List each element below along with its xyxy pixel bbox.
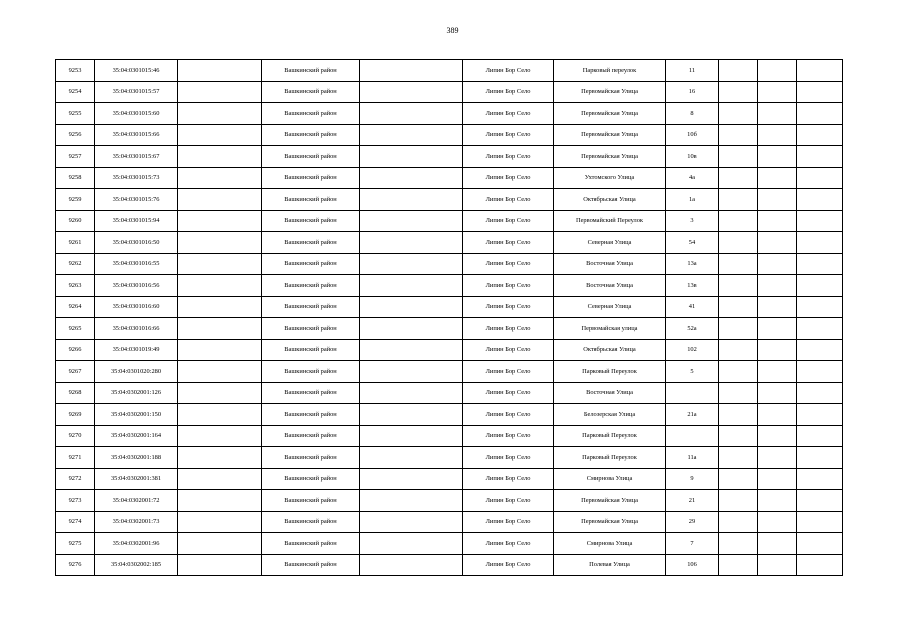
house-number-cell: 54 [666,232,719,254]
empty-cell [758,296,797,318]
street-cell: Белозерская Улица [554,404,666,426]
district-cell: Вашкинский район [262,296,360,318]
house-number-cell: 21а [666,404,719,426]
empty-cell [719,382,758,404]
empty-cell [797,60,843,82]
house-number-cell: 7 [666,533,719,555]
cadastral-number-cell: 35:04:0302001:150 [95,404,178,426]
table-row [56,490,843,512]
record-number-cell: 9260 [56,210,95,232]
empty-cell [360,103,463,125]
table-row [56,533,843,555]
empty-cell [360,232,463,254]
cadastral-number-cell: 35:04:0301016:56 [95,275,178,297]
empty-cell [797,339,843,361]
cadastral-number-cell: 35:04:0302001:164 [95,425,178,447]
street-cell: Первомайская Улица [554,490,666,512]
empty-cell [178,124,262,146]
cadastral-number-cell: 35:04:0301015:66 [95,124,178,146]
district-cell: Вашкинский район [262,124,360,146]
street-cell: Парковый Переулок [554,425,666,447]
locality-cell: Липин Бор Село [463,124,554,146]
table-row [56,275,843,297]
empty-cell [797,447,843,469]
empty-cell [360,318,463,340]
empty-cell [360,189,463,211]
record-number-cell: 9273 [56,490,95,512]
house-number-cell: 16 [666,81,719,103]
locality-cell: Липин Бор Село [463,210,554,232]
empty-cell [719,124,758,146]
cadastral-number-cell: 35:04:0301015:67 [95,146,178,168]
empty-cell [360,275,463,297]
table-row [56,103,843,125]
empty-cell [758,146,797,168]
cadastral-number-cell: 35:04:0301016:60 [95,296,178,318]
street-cell: Октябрьская Улица [554,339,666,361]
empty-cell [758,210,797,232]
locality-cell: Липин Бор Село [463,167,554,189]
empty-cell [797,146,843,168]
cadastral-number-cell: 35:04:0301015:57 [95,81,178,103]
record-number-cell: 9259 [56,189,95,211]
locality-cell: Липин Бор Село [463,275,554,297]
empty-cell [719,253,758,275]
empty-cell [360,210,463,232]
empty-cell [360,146,463,168]
empty-cell [797,533,843,555]
house-number-cell: 8 [666,103,719,125]
record-number-cell: 9264 [56,296,95,318]
empty-cell [178,189,262,211]
register-body [56,60,843,576]
table-row [56,318,843,340]
record-number-cell: 9254 [56,81,95,103]
house-number-cell: 52а [666,318,719,340]
empty-cell [758,124,797,146]
table-row [56,81,843,103]
cadastral-number-cell: 35:04:0302001:73 [95,511,178,533]
street-cell: Октябрьская Улица [554,189,666,211]
empty-cell [178,318,262,340]
empty-cell [719,189,758,211]
empty-cell [360,296,463,318]
locality-cell: Липин Бор Село [463,382,554,404]
record-number-cell: 9276 [56,554,95,576]
house-number-cell: 1а [666,189,719,211]
empty-cell [719,167,758,189]
cadastral-number-cell: 35:04:0302001:126 [95,382,178,404]
record-number-cell: 9272 [56,468,95,490]
locality-cell: Липин Бор Село [463,447,554,469]
cadastral-number-cell: 35:04:0301016:50 [95,232,178,254]
locality-cell: Липин Бор Село [463,339,554,361]
street-cell: Парковый переулок [554,60,666,82]
table-row [56,511,843,533]
street-cell: Первомайский Переулок [554,210,666,232]
table-row [56,253,843,275]
empty-cell [360,60,463,82]
empty-cell [797,167,843,189]
house-number-cell: 4а [666,167,719,189]
empty-cell [758,554,797,576]
table-row [56,425,843,447]
district-cell: Вашкинский район [262,275,360,297]
district-cell: Вашкинский район [262,167,360,189]
empty-cell [360,554,463,576]
empty-cell [178,425,262,447]
empty-cell [360,339,463,361]
house-number-cell: 13а [666,253,719,275]
empty-cell [797,490,843,512]
empty-cell [360,81,463,103]
empty-cell [178,296,262,318]
empty-cell [797,511,843,533]
district-cell: Вашкинский район [262,554,360,576]
street-cell: Парковый Переулок [554,361,666,383]
house-number-cell: 3 [666,210,719,232]
record-number-cell: 9253 [56,60,95,82]
empty-cell [178,103,262,125]
district-cell: Вашкинский район [262,490,360,512]
table-row [56,232,843,254]
empty-cell [719,447,758,469]
empty-cell [719,554,758,576]
house-number-cell: 29 [666,511,719,533]
empty-cell [178,146,262,168]
empty-cell [178,167,262,189]
district-cell: Вашкинский район [262,253,360,275]
district-cell: Вашкинский район [262,232,360,254]
house-number-cell: 106 [666,554,719,576]
empty-cell [719,468,758,490]
empty-cell [797,103,843,125]
empty-cell [719,511,758,533]
record-number-cell: 9275 [56,533,95,555]
empty-cell [758,339,797,361]
empty-cell [797,81,843,103]
district-cell: Вашкинский район [262,146,360,168]
street-cell: Смирнова Улица [554,468,666,490]
record-number-cell: 9271 [56,447,95,469]
empty-cell [797,318,843,340]
record-number-cell: 9263 [56,275,95,297]
locality-cell: Липин Бор Село [463,318,554,340]
district-cell: Вашкинский район [262,533,360,555]
empty-cell [719,425,758,447]
empty-cell [797,296,843,318]
record-number-cell: 9267 [56,361,95,383]
empty-cell [797,404,843,426]
property-register-table [55,59,843,576]
district-cell: Вашкинский район [262,511,360,533]
record-number-cell: 9274 [56,511,95,533]
empty-cell [758,232,797,254]
empty-cell [178,404,262,426]
street-cell: Ухтомского Улица [554,167,666,189]
street-cell: Первомайская улица [554,318,666,340]
empty-cell [178,554,262,576]
empty-cell [758,253,797,275]
empty-cell [178,81,262,103]
empty-cell [719,81,758,103]
empty-cell [178,533,262,555]
record-number-cell: 9261 [56,232,95,254]
table-row [56,554,843,576]
street-cell: Первомайская Улица [554,81,666,103]
table-row [56,60,843,82]
cadastral-number-cell: 35:04:0302001:72 [95,490,178,512]
empty-cell [719,60,758,82]
table-row [56,124,843,146]
cadastral-number-cell: 35:04:0302001:381 [95,468,178,490]
house-number-cell: 11 [666,60,719,82]
empty-cell [797,253,843,275]
cadastral-number-cell: 35:04:0301016:66 [95,318,178,340]
table-row [56,167,843,189]
house-number-cell: 13в [666,275,719,297]
empty-cell [719,318,758,340]
empty-cell [719,533,758,555]
empty-cell [178,490,262,512]
locality-cell: Липин Бор Село [463,468,554,490]
table-row [56,210,843,232]
empty-cell [360,425,463,447]
district-cell: Вашкинский район [262,382,360,404]
street-cell: Полевая Улица [554,554,666,576]
empty-cell [797,124,843,146]
locality-cell: Липин Бор Село [463,296,554,318]
district-cell: Вашкинский район [262,318,360,340]
cadastral-number-cell: 35:04:0302001:188 [95,447,178,469]
cadastral-number-cell: 35:04:0301015:94 [95,210,178,232]
empty-cell [758,382,797,404]
empty-cell [719,339,758,361]
locality-cell: Липин Бор Село [463,404,554,426]
empty-cell [360,382,463,404]
cadastral-number-cell: 35:04:0301019:49 [95,339,178,361]
empty-cell [360,167,463,189]
empty-cell [178,253,262,275]
empty-cell [360,124,463,146]
district-cell: Вашкинский район [262,468,360,490]
empty-cell [360,490,463,512]
empty-cell [758,533,797,555]
empty-cell [719,210,758,232]
locality-cell: Липин Бор Село [463,554,554,576]
cadastral-number-cell: 35:04:0301015:76 [95,189,178,211]
empty-cell [178,468,262,490]
empty-cell [797,210,843,232]
empty-cell [758,511,797,533]
record-number-cell: 9266 [56,339,95,361]
empty-cell [758,404,797,426]
empty-cell [360,361,463,383]
house-number-cell: 102 [666,339,719,361]
district-cell: Вашкинский район [262,210,360,232]
empty-cell [178,382,262,404]
empty-cell [178,511,262,533]
empty-cell [797,468,843,490]
record-number-cell: 9270 [56,425,95,447]
district-cell: Вашкинский район [262,60,360,82]
street-cell: Восточная Улица [554,275,666,297]
street-cell: Первомайская Улица [554,103,666,125]
empty-cell [758,318,797,340]
empty-cell [178,447,262,469]
empty-cell [719,404,758,426]
empty-cell [758,81,797,103]
house-number-cell: 9 [666,468,719,490]
record-number-cell: 9257 [56,146,95,168]
locality-cell: Липин Бор Село [463,425,554,447]
street-cell: Северная Улица [554,296,666,318]
table-row [56,404,843,426]
locality-cell: Липин Бор Село [463,253,554,275]
district-cell: Вашкинский район [262,103,360,125]
empty-cell [719,361,758,383]
locality-cell: Липин Бор Село [463,189,554,211]
record-number-cell: 9269 [56,404,95,426]
empty-cell [719,275,758,297]
district-cell: Вашкинский район [262,189,360,211]
street-cell: Первомайская Улица [554,146,666,168]
table-row [56,296,843,318]
empty-cell [758,275,797,297]
empty-cell [758,447,797,469]
cadastral-number-cell: 35:04:0302001:96 [95,533,178,555]
empty-cell [178,210,262,232]
record-number-cell: 9268 [56,382,95,404]
locality-cell: Липин Бор Село [463,60,554,82]
house-number-cell: 21 [666,490,719,512]
cadastral-number-cell: 35:04:0301015:46 [95,60,178,82]
empty-cell [360,533,463,555]
empty-cell [797,189,843,211]
street-cell: Смирнова Улица [554,533,666,555]
table-row [56,361,843,383]
empty-cell [178,232,262,254]
locality-cell: Липин Бор Село [463,511,554,533]
table-row [56,447,843,469]
empty-cell [797,361,843,383]
locality-cell: Липин Бор Село [463,81,554,103]
empty-cell [360,404,463,426]
street-cell: Первомайская Улица [554,124,666,146]
empty-cell [758,425,797,447]
table-row [56,146,843,168]
cadastral-number-cell: 35:04:0302002:185 [95,554,178,576]
record-number-cell: 9258 [56,167,95,189]
district-cell: Вашкинский район [262,81,360,103]
house-number-cell: 10б [666,124,719,146]
table-row [56,382,843,404]
street-cell: Восточная Улица [554,382,666,404]
record-number-cell: 9255 [56,103,95,125]
street-cell: Восточная Улица [554,253,666,275]
empty-cell [758,361,797,383]
empty-cell [758,167,797,189]
empty-cell [178,275,262,297]
district-cell: Вашкинский район [262,361,360,383]
record-number-cell: 9256 [56,124,95,146]
house-number-cell: 41 [666,296,719,318]
table-row [56,189,843,211]
district-cell: Вашкинский район [262,404,360,426]
cadastral-number-cell: 35:04:0301020:280 [95,361,178,383]
empty-cell [758,189,797,211]
empty-cell [178,339,262,361]
locality-cell: Липин Бор Село [463,103,554,125]
empty-cell [797,382,843,404]
street-cell: Северная Улица [554,232,666,254]
empty-cell [178,60,262,82]
empty-cell [758,468,797,490]
district-cell: Вашкинский район [262,339,360,361]
house-number-cell: 11а [666,447,719,469]
street-cell: Первомайская Улица [554,511,666,533]
page-number: 389 [446,26,459,35]
empty-cell [360,253,463,275]
house-number-cell [666,425,719,447]
locality-cell: Липин Бор Село [463,533,554,555]
empty-cell [719,146,758,168]
house-number-cell: 5 [666,361,719,383]
locality-cell: Липин Бор Село [463,361,554,383]
house-number-cell [666,382,719,404]
empty-cell [797,275,843,297]
cadastral-number-cell: 35:04:0301015:60 [95,103,178,125]
cadastral-number-cell: 35:04:0301016:55 [95,253,178,275]
cadastral-number-cell: 35:04:0301015:73 [95,167,178,189]
empty-cell [797,554,843,576]
district-cell: Вашкинский район [262,425,360,447]
empty-cell [797,232,843,254]
record-number-cell: 9262 [56,253,95,275]
locality-cell: Липин Бор Село [463,146,554,168]
empty-cell [360,447,463,469]
empty-cell [360,511,463,533]
record-number-cell: 9265 [56,318,95,340]
locality-cell: Липин Бор Село [463,232,554,254]
district-cell: Вашкинский район [262,447,360,469]
house-number-cell: 10в [666,146,719,168]
empty-cell [360,468,463,490]
empty-cell [719,296,758,318]
empty-cell [178,361,262,383]
empty-cell [758,103,797,125]
empty-cell [758,60,797,82]
empty-cell [719,232,758,254]
table-row [56,339,843,361]
street-cell: Парковый Переулок [554,447,666,469]
empty-cell [758,490,797,512]
table-row [56,468,843,490]
empty-cell [719,490,758,512]
empty-cell [719,103,758,125]
empty-cell [797,425,843,447]
locality-cell: Липин Бор Село [463,490,554,512]
